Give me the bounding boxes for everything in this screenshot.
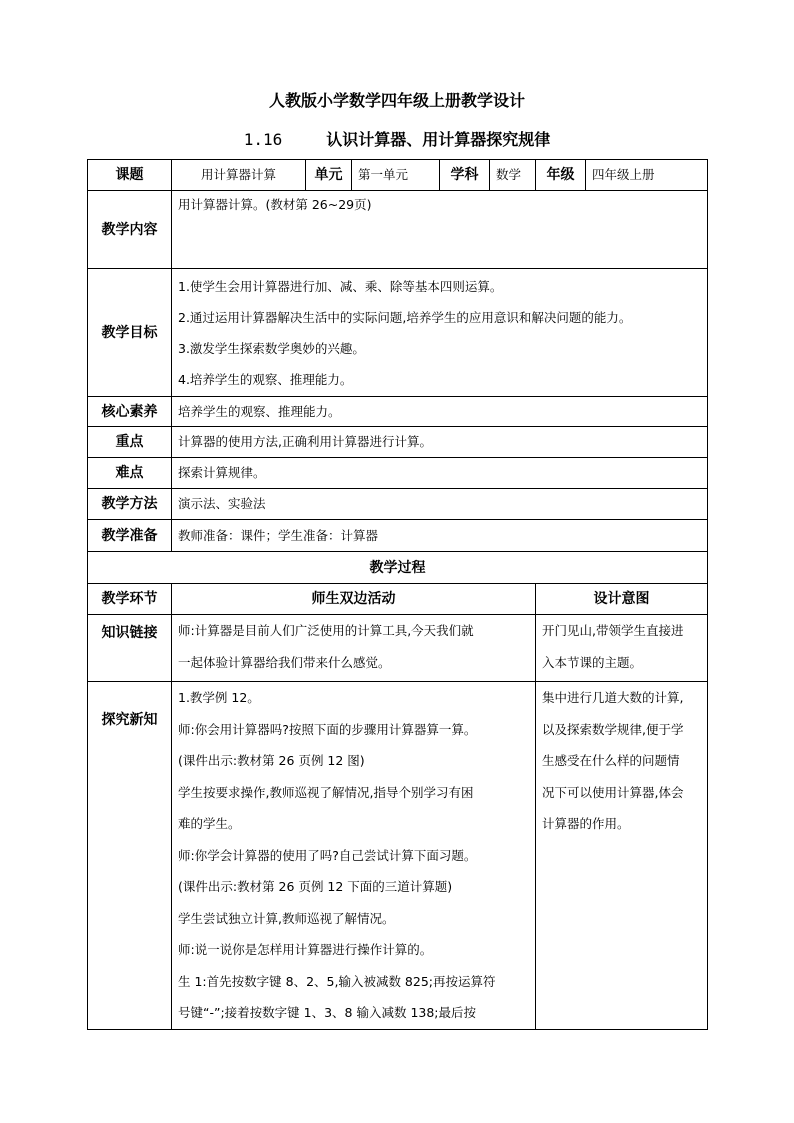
stage-header: 教学环节 <box>88 584 172 615</box>
activity-line: 学生按要求操作,教师巡视了解情况,指导个别学习有困 <box>178 784 474 800</box>
activity-cell <box>172 682 536 1030</box>
difficulty-text: 探索计算规律。 <box>172 458 708 489</box>
process-title: 教学过程 <box>88 552 708 584</box>
difficulty-label: 难点 <box>88 458 172 489</box>
key-point-row <box>88 427 708 458</box>
objective-item: 1.使学生会用计算器进行加、减、乘、除等基本四则运算。 <box>178 278 503 294</box>
method-text: 演示法、实验法 <box>172 489 708 520</box>
activity-line: 师:说一说你是怎样用计算器进行操作计算的。 <box>178 942 433 957</box>
intent-line: 计算器的作用。 <box>542 816 630 831</box>
lesson-title: 认识计算器、用计算器探究规律 <box>326 130 551 149</box>
objectives-list <box>172 269 708 397</box>
grade-label: 年级 <box>536 160 586 191</box>
intent-line: 生感受在什么样的问题情 <box>542 753 680 768</box>
intent-line: 集中进行几道大数的计算, <box>542 690 684 705</box>
intent-cell <box>536 682 708 1030</box>
grade-value: 四年级上册 <box>586 160 708 191</box>
process-header-row <box>88 584 708 615</box>
content-label: 教学内容 <box>88 191 172 269</box>
objectives-row <box>88 269 708 397</box>
unit-value: 第一单元 <box>352 160 440 191</box>
subject-value: 数学 <box>490 160 536 191</box>
objective-item: 3.激发学生探索数学奥妙的兴趣。 <box>178 340 365 356</box>
lesson-number: 1.16 <box>243 130 283 149</box>
activity-line: (课件出示:教材第 26 页例 12 下面的三道计算题) <box>178 879 453 894</box>
activity-line: 生 1:首先按数字键 8、2、5,输入被减数 825;再按运算符 <box>178 973 496 989</box>
process-title-row <box>88 552 708 584</box>
intent-line: 入本节课的主题。 <box>542 654 643 670</box>
activity-line: 师:你学会计算器的使用了吗?自己尝试计算下面习题。 <box>178 847 477 863</box>
activity-line: 号键“-”;接着按数字键 1、3、8 输入减数 138;最后按 <box>178 1005 477 1020</box>
activity-line: 师:计算器是目前人们广泛使用的计算工具,今天我们就 <box>178 623 474 638</box>
objective-item: 4.培养学生的观察、推理能力。 <box>178 371 353 387</box>
intent-line: 开门见山,带领学生直接进 <box>542 623 684 638</box>
intent-line: 况下可以使用计算器,体会 <box>542 784 684 800</box>
activity-line: 一起体验计算器给我们带来什么感觉。 <box>178 654 391 670</box>
activity-line: 学生尝试独立计算,教师巡视了解情况。 <box>178 910 395 926</box>
content-row <box>88 191 708 269</box>
core-row <box>88 397 708 427</box>
unit-label: 单元 <box>306 160 352 191</box>
activity-cell <box>172 615 536 682</box>
lesson-plan-table <box>87 159 708 1030</box>
topic-value: 用计算器计算 <box>172 160 306 191</box>
method-row <box>88 489 708 520</box>
stage-cell: 知识链接 <box>88 615 172 682</box>
difficulty-row <box>88 458 708 489</box>
objectives-label: 教学目标 <box>88 269 172 397</box>
objective-item: 2.通过运用计算器解决生活中的实际问题,培养学生的应用意识和解决问题的能力。 <box>178 309 632 325</box>
process-row <box>88 682 708 1030</box>
info-row <box>88 160 708 191</box>
lesson-title-line <box>0 127 794 150</box>
intent-header: 设计意图 <box>536 584 708 615</box>
intent-line: 以及探索数学规律,便于学 <box>542 721 684 737</box>
core-label: 核心素养 <box>88 397 172 427</box>
key-point-text: 计算器的使用方法,正确利用计算器进行计算。 <box>172 427 708 458</box>
activity-line: (课件出示:教材第 26 页例 12 图) <box>178 753 365 768</box>
page-heading: 人教版小学数学四年级上册教学设计 <box>268 91 525 110</box>
activity-line: 1.教学例 12。 <box>178 690 260 705</box>
activity-line: 难的学生。 <box>178 816 241 831</box>
activity-line: 师:你会用计算器吗?按照下面的步骤用计算器算一算。 <box>178 721 477 737</box>
content-text: 用计算器计算。(教材第 26~29页) <box>172 191 708 269</box>
method-label: 教学方法 <box>88 489 172 520</box>
subject-label: 学科 <box>440 160 490 191</box>
stage-cell: 探究新知 <box>88 682 172 1030</box>
prep-text: 教师准备：课件；学生准备：计算器 <box>172 520 708 552</box>
topic-label: 课题 <box>88 160 172 191</box>
activity-header: 师生双边活动 <box>172 584 536 615</box>
prep-label: 教学准备 <box>88 520 172 552</box>
core-text: 培养学生的观察、推理能力。 <box>172 397 708 427</box>
prep-row <box>88 520 708 552</box>
intent-cell <box>536 615 708 682</box>
process-row <box>88 615 708 682</box>
key-point-label: 重点 <box>88 427 172 458</box>
